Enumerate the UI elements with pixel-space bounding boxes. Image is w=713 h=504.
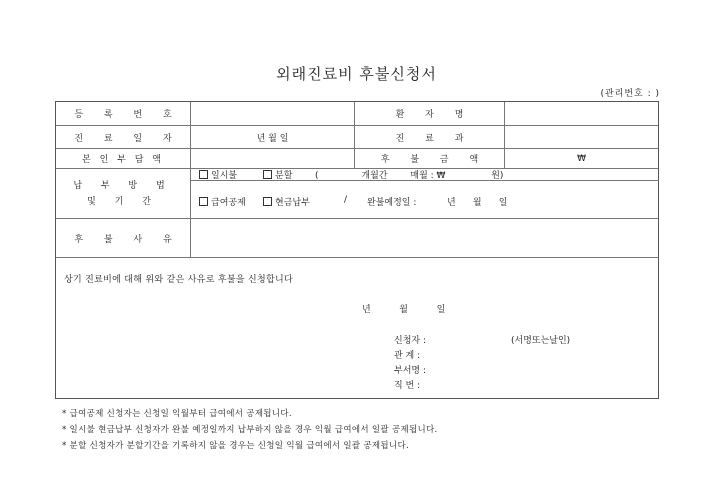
- option-installment[interactable]: 분할: [263, 168, 292, 181]
- note-lump-sum: * 일시불 현금납부 신청자가 완불 예정일까지 납부하지 않을 경우 익월 급여에서 일괄 공제됩니다.: [62, 425, 438, 435]
- payment-method-options: [190, 169, 658, 218]
- row-reason: [56, 219, 658, 258]
- self-pay-label: 본 인 부 담 액: [82, 155, 164, 165]
- declaration-statement: 상기 진료비에 대해 위와 같은 사유로 후불을 신청합니다: [64, 275, 293, 285]
- self-pay-field[interactable]: [190, 149, 354, 168]
- row-visit: [56, 126, 658, 149]
- due-date-label: 완불예정일 :: [367, 198, 417, 208]
- row-amount: [56, 149, 658, 169]
- patient-name-label: 환 자 명: [354, 102, 504, 125]
- department-name-label: 부서명 :: [394, 366, 426, 376]
- deferred-amount-label: 후 불 금 액: [354, 149, 504, 168]
- salary-deduction-checkbox[interactable]: [199, 197, 208, 206]
- payment-method-label: [56, 169, 190, 218]
- cash-payment-checkbox[interactable]: [263, 197, 272, 206]
- lump-sum-checkbox[interactable]: [199, 170, 208, 179]
- relation-label: 관 계 :: [394, 351, 421, 361]
- patient-name-field[interactable]: [504, 102, 658, 125]
- application-date[interactable]: 년 월 일: [362, 305, 446, 315]
- deferred-amount-field[interactable]: [504, 149, 658, 168]
- option-cash-payment[interactable]: 현금납부: [263, 195, 310, 208]
- note-installment: * 분할 신청자가 분할기간을 기록하지 않을 경우는 신청일 익월 급여에서 일괄 공제됩니다.: [62, 441, 409, 451]
- form-title: 외래진료비 후불신청서: [276, 65, 437, 83]
- option-separator: /: [344, 195, 348, 205]
- won-symbol: ₩: [577, 153, 586, 164]
- note-salary-deduction: * 급여공제 신청자는 신청일 익월부터 급여에서 공제됩니다.: [62, 409, 292, 419]
- row-payment-method: [56, 169, 658, 219]
- applicant-label: 신청자 :: [394, 336, 426, 346]
- department-field[interactable]: [504, 126, 658, 148]
- row-registration: [56, 102, 658, 126]
- registration-number-label: 등 록 번 호: [74, 110, 181, 120]
- visit-date-field[interactable]: 년 월 일: [190, 126, 354, 148]
- installment-checkbox[interactable]: [263, 170, 272, 179]
- payment-method-label-line2: 및 기 간: [87, 196, 159, 207]
- option-lump-sum[interactable]: 일시불: [199, 168, 237, 181]
- employee-number-label: 직 번 :: [394, 381, 421, 391]
- visit-date-label: 진 료 일 자: [74, 133, 181, 144]
- payment-method-label-line1: 납 부 방 법: [73, 180, 173, 191]
- due-date-field[interactable]: 년 월 일: [447, 198, 508, 208]
- department-label: 진 료 과: [354, 126, 504, 148]
- installment-detail: ( 개월간 매월 : ₩ 원): [315, 171, 504, 181]
- deferral-reason-field[interactable]: [190, 219, 658, 257]
- application-form-table: [55, 101, 659, 399]
- registration-number-field[interactable]: [190, 102, 354, 125]
- deferral-reason-label: 후 불 사 유: [74, 234, 181, 245]
- option-salary-deduction[interactable]: 급여공제: [199, 195, 246, 208]
- signature-note: (서명또는날인): [511, 336, 571, 346]
- management-number: (관리번호 : ): [600, 89, 660, 99]
